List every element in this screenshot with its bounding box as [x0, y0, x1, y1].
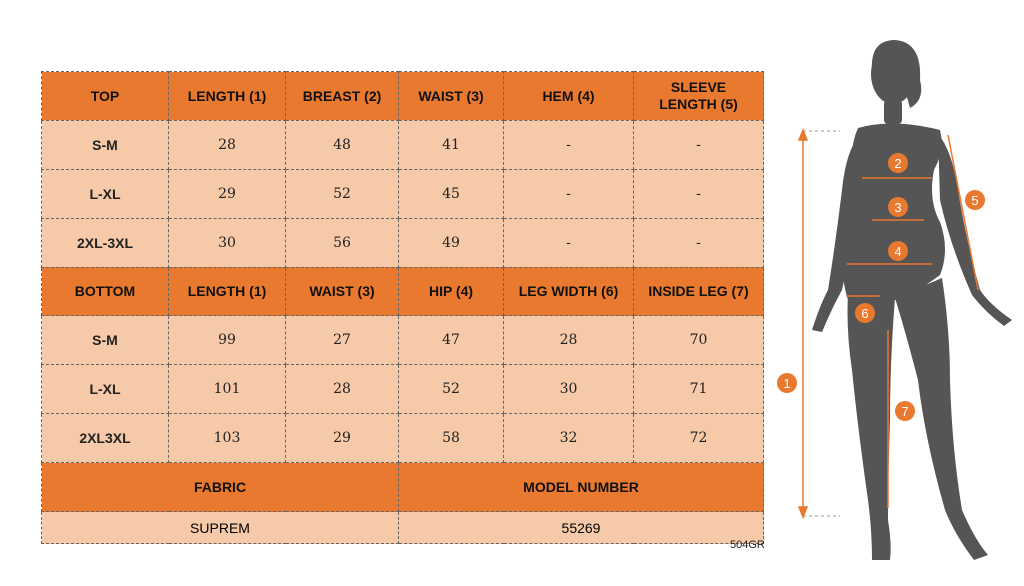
marker-3: 3	[894, 200, 902, 215]
body-measurement-figure	[770, 40, 1020, 570]
marker-1: 1	[783, 376, 791, 391]
header-cell: LEG WIDTH (6)	[504, 267, 634, 316]
header-cell: BOTTOM	[42, 267, 169, 316]
table-row	[42, 414, 764, 463]
value-cell: 101	[169, 365, 286, 414]
top-header-row	[42, 72, 764, 121]
header-cell: INSIDE LEG (7)	[634, 267, 764, 316]
value-cell: 49	[399, 218, 504, 267]
value-cell: 103	[169, 414, 286, 463]
header-cell: WAIST (3)	[399, 72, 504, 121]
bottom-header-row	[42, 267, 764, 316]
value-cell: 71	[634, 365, 764, 414]
model-code: 504GR	[730, 539, 765, 551]
value-cell: 41	[399, 120, 504, 169]
size-cell: S-M	[42, 316, 169, 365]
value-cell: 48	[286, 120, 399, 169]
size-cell: S-M	[42, 120, 169, 169]
value-cell: 29	[169, 169, 286, 218]
header-cell: LENGTH (1)	[169, 267, 286, 316]
value-cell: 58	[399, 414, 504, 463]
value-cell: -	[504, 169, 634, 218]
table-row	[42, 218, 764, 267]
value-cell: -	[504, 120, 634, 169]
value-cell: 30	[169, 218, 286, 267]
value-cell: 27	[286, 316, 399, 365]
size-chart-table	[41, 71, 764, 544]
table-row	[42, 365, 764, 414]
value-cell: 52	[286, 169, 399, 218]
header-cell: HIP (4)	[399, 267, 504, 316]
value-cell: 56	[286, 218, 399, 267]
header-cell: WAIST (3)	[286, 267, 399, 316]
model-number-label: MODEL NUMBER	[399, 463, 764, 512]
value-cell: 28	[504, 316, 634, 365]
value-cell: 52	[399, 365, 504, 414]
marker-6: 6	[861, 306, 869, 321]
value-cell: 29	[286, 414, 399, 463]
value-cell: 72	[634, 414, 764, 463]
table-row	[42, 169, 764, 218]
value-cell: 45	[399, 169, 504, 218]
value-cell: 99	[169, 316, 286, 365]
value-cell: 28	[169, 120, 286, 169]
marker-7: 7	[901, 404, 909, 419]
model-number-value: 55269	[399, 512, 764, 544]
marker-4: 4	[894, 244, 902, 259]
header-cell: LENGTH (1)	[169, 72, 286, 121]
value-cell: 30	[504, 365, 634, 414]
size-cell: 2XL-3XL	[42, 218, 169, 267]
value-cell: 47	[399, 316, 504, 365]
table-row	[42, 120, 764, 169]
marker-5: 5	[971, 193, 979, 208]
header-cell: BREAST (2)	[286, 72, 399, 121]
silhouette	[812, 40, 1012, 560]
footer-value-row	[42, 512, 764, 544]
value-cell: 28	[286, 365, 399, 414]
footer-header-row	[42, 463, 764, 512]
header-cell: TOP	[42, 72, 169, 121]
marker-2: 2	[894, 156, 902, 171]
header-cell: HEM (4)	[504, 72, 634, 121]
fabric-value: SUPREM	[42, 512, 399, 544]
value-cell: 32	[504, 414, 634, 463]
table-row	[42, 316, 764, 365]
size-cell: 2XL3XL	[42, 414, 169, 463]
value-cell: -	[634, 120, 764, 169]
value-cell: -	[634, 169, 764, 218]
header-cell: SLEEVE LENGTH (5)	[634, 72, 764, 121]
value-cell: -	[634, 218, 764, 267]
size-cell: L-XL	[42, 169, 169, 218]
fabric-label: FABRIC	[42, 463, 399, 512]
value-cell: 70	[634, 316, 764, 365]
size-cell: L-XL	[42, 365, 169, 414]
value-cell: -	[504, 218, 634, 267]
